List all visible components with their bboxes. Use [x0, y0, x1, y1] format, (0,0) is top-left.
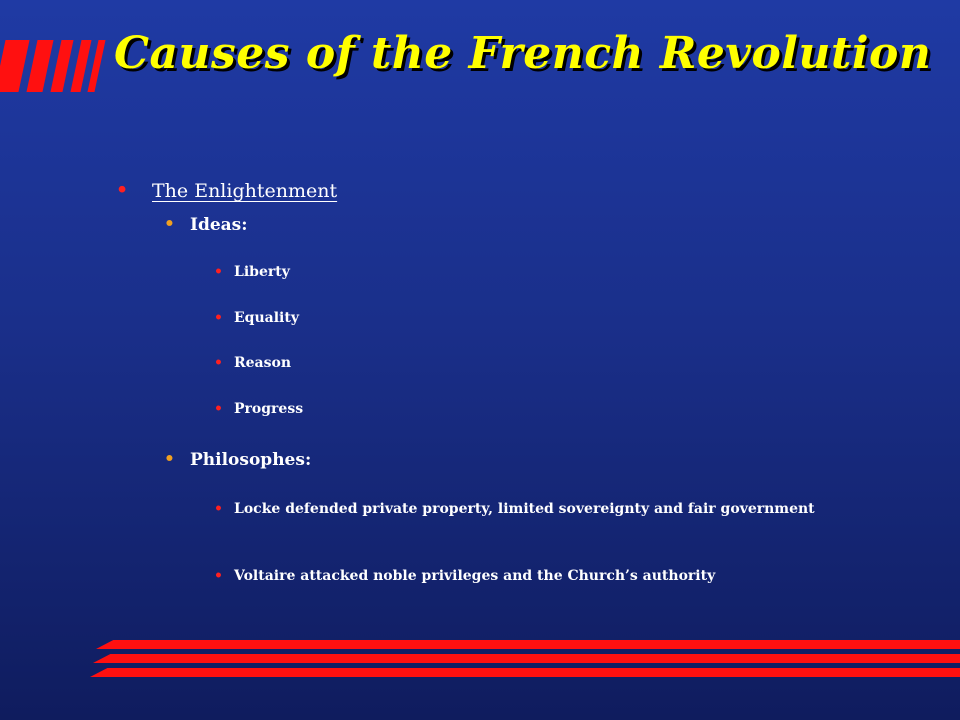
outline-item-ideas [164, 214, 248, 235]
outline-item-philosophes [164, 449, 312, 470]
outline-item-label: Locke defended private property, limited sovereignty and fair government [234, 501, 815, 517]
outline-item-label: Progress [234, 401, 304, 417]
outline-item-label: Ideas: [190, 215, 248, 235]
outline-item-liberty [214, 264, 290, 280]
outline-item-locke [214, 500, 854, 518]
outline-item-label: Voltaire attacked noble privileges and the Church’s authority [234, 568, 716, 584]
bullet-icon: • [214, 264, 223, 280]
outline-item-equality [214, 310, 299, 326]
decorative-stripe [93, 654, 960, 663]
slide-title: Causes of the French Revolution [114, 28, 932, 79]
bullet-icon: • [214, 355, 223, 371]
outline-item-label: Reason [234, 355, 292, 371]
outline-item-reason [214, 355, 292, 371]
outline-item-label: Philosophes: [190, 450, 312, 470]
bullet-icon: • [116, 179, 129, 201]
outline-item-voltaire [214, 568, 716, 584]
outline-item-progress [214, 401, 304, 417]
decorative-stripe [96, 640, 960, 649]
bullet-icon: • [214, 501, 223, 517]
bullet-icon: • [164, 449, 175, 469]
outline-item-label: The Enlightenment [152, 180, 338, 202]
bullet-icon: • [164, 214, 175, 234]
outline-item-label: Liberty [234, 264, 290, 280]
bullet-icon: • [214, 310, 223, 326]
bullet-icon: • [214, 568, 223, 584]
bullet-icon: • [214, 401, 223, 417]
decorative-bottom-stripes [0, 640, 960, 690]
outline-item-label: Equality [234, 310, 299, 326]
decorative-stripe [90, 668, 960, 677]
outline-item-enlightenment [116, 179, 338, 202]
